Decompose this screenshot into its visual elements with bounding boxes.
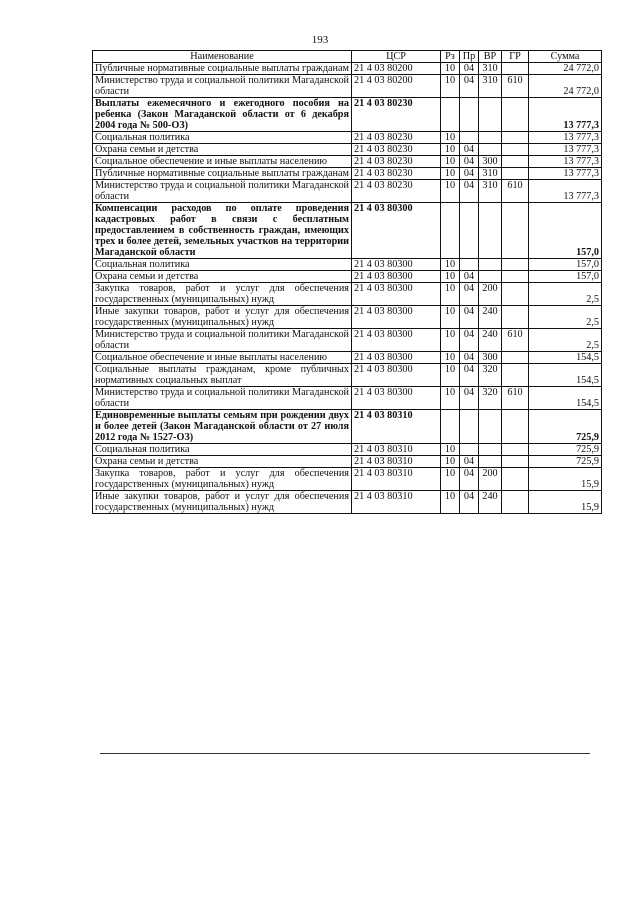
cell-csr: 21 4 03 80300 <box>352 283 441 306</box>
cell-sum: 157,0 <box>529 203 602 259</box>
cell-pr: 04 <box>460 306 479 329</box>
header-rz: Рз <box>441 51 460 63</box>
cell-name: Министерство труда и социальной политики Магаданской области <box>93 387 352 410</box>
cell-csr: 21 4 03 80230 <box>352 144 441 156</box>
cell-csr: 21 4 03 80300 <box>352 387 441 410</box>
cell-rz: 10 <box>441 352 460 364</box>
cell-csr: 21 4 03 80230 <box>352 180 441 203</box>
cell-sum: 15,9 <box>529 468 602 491</box>
cell-gr <box>502 203 529 259</box>
cell-csr: 21 4 03 80230 <box>352 98 441 132</box>
cell-name: Компенсации расходов по оплате проведения кадастровых работ в связи с бесплатным предоставлением в собственность граждан, имеющих трех и более детей, земельных участков на территории Магаданской области <box>93 203 352 259</box>
cell-sum: 725,9 <box>529 444 602 456</box>
cell-vr: 310 <box>479 75 502 98</box>
cell-pr: 04 <box>460 63 479 75</box>
cell-gr <box>502 144 529 156</box>
cell-sum: 13 777,3 <box>529 180 602 203</box>
cell-name: Иные закупки товаров, работ и услуг для обеспечения государственных (муниципальных) нужд <box>93 491 352 514</box>
cell-pr <box>460 98 479 132</box>
cell-csr: 21 4 03 80310 <box>352 410 441 444</box>
cell-rz: 10 <box>441 259 460 271</box>
cell-csr: 21 4 03 80300 <box>352 271 441 283</box>
cell-pr: 04 <box>460 144 479 156</box>
cell-sum: 154,5 <box>529 364 602 387</box>
cell-name: Министерство труда и социальной политики Магаданской области <box>93 75 352 98</box>
cell-gr <box>502 168 529 180</box>
header-sum: Сумма <box>529 51 602 63</box>
cell-name: Единовременные выплаты семьям при рождении двух и более детей (Закон Магаданской области от 27 июля 2012 года № 1527-ОЗ) <box>93 410 352 444</box>
cell-rz <box>441 410 460 444</box>
cell-sum: 13 777,3 <box>529 156 602 168</box>
cell-sum: 154,5 <box>529 352 602 364</box>
cell-vr <box>479 444 502 456</box>
cell-pr: 04 <box>460 180 479 203</box>
cell-pr: 04 <box>460 271 479 283</box>
cell-gr <box>502 456 529 468</box>
cell-rz: 10 <box>441 387 460 410</box>
cell-name: Иные закупки товаров, работ и услуг для обеспечения государственных (муниципальных) нужд <box>93 306 352 329</box>
cell-pr: 04 <box>460 387 479 410</box>
header-csr: ЦСР <box>352 51 441 63</box>
cell-pr <box>460 203 479 259</box>
cell-pr <box>460 444 479 456</box>
cell-csr: 21 4 03 80300 <box>352 364 441 387</box>
cell-vr <box>479 98 502 132</box>
bottom-rule <box>100 753 590 754</box>
header-gr: ГР <box>502 51 529 63</box>
cell-csr: 21 4 03 80300 <box>352 203 441 259</box>
table-row <box>93 75 602 98</box>
table-row <box>93 444 602 456</box>
cell-sum: 725,9 <box>529 410 602 444</box>
cell-pr: 04 <box>460 456 479 468</box>
cell-sum: 725,9 <box>529 456 602 468</box>
table-row <box>93 329 602 352</box>
cell-sum: 13 777,3 <box>529 132 602 144</box>
table-row <box>93 456 602 468</box>
table-row <box>93 180 602 203</box>
cell-vr: 310 <box>479 168 502 180</box>
cell-csr: 21 4 03 80200 <box>352 75 441 98</box>
cell-pr: 04 <box>460 283 479 306</box>
cell-gr <box>502 63 529 75</box>
cell-sum: 157,0 <box>529 271 602 283</box>
cell-rz: 10 <box>441 468 460 491</box>
table-row <box>93 132 602 144</box>
cell-vr: 320 <box>479 364 502 387</box>
cell-vr <box>479 144 502 156</box>
cell-rz: 10 <box>441 364 460 387</box>
table-row <box>93 144 602 156</box>
page-number: 193 <box>311 34 329 46</box>
cell-rz: 10 <box>441 444 460 456</box>
cell-name: Охрана семьи и детства <box>93 271 352 283</box>
cell-vr: 300 <box>479 352 502 364</box>
cell-vr: 200 <box>479 468 502 491</box>
cell-rz: 10 <box>441 168 460 180</box>
cell-name: Министерство труда и социальной политики Магаданской области <box>93 329 352 352</box>
cell-pr: 04 <box>460 352 479 364</box>
cell-gr: 610 <box>502 75 529 98</box>
cell-rz: 10 <box>441 132 460 144</box>
cell-sum: 154,5 <box>529 387 602 410</box>
cell-name: Социальное обеспечение и иные выплаты населению <box>93 352 352 364</box>
table-body <box>93 63 602 514</box>
cell-gr <box>502 306 529 329</box>
cell-sum: 157,0 <box>529 259 602 271</box>
cell-pr: 04 <box>460 156 479 168</box>
cell-gr <box>502 491 529 514</box>
cell-csr: 21 4 03 80200 <box>352 63 441 75</box>
cell-name: Выплаты ежемесячного и ежегодного пособия на ребенка (Закон Магаданской области от 6 декабря 2004 года № 500-ОЗ) <box>93 98 352 132</box>
cell-gr <box>502 132 529 144</box>
cell-rz <box>441 203 460 259</box>
cell-gr <box>502 468 529 491</box>
cell-vr <box>479 203 502 259</box>
cell-sum: 15,9 <box>529 491 602 514</box>
cell-sum: 2,5 <box>529 329 602 352</box>
cell-vr: 240 <box>479 329 502 352</box>
cell-rz: 10 <box>441 75 460 98</box>
cell-gr: 610 <box>502 387 529 410</box>
header-pr: Пр <box>460 51 479 63</box>
cell-csr: 21 4 03 80310 <box>352 444 441 456</box>
cell-csr: 21 4 03 80310 <box>352 491 441 514</box>
table-row <box>93 468 602 491</box>
cell-vr: 310 <box>479 63 502 75</box>
cell-name: Охрана семьи и детства <box>93 144 352 156</box>
cell-rz: 10 <box>441 283 460 306</box>
cell-name: Закупка товаров, работ и услуг для обеспечения государственных (муниципальных) нужд <box>93 283 352 306</box>
cell-sum: 13 777,3 <box>529 144 602 156</box>
cell-name: Закупка товаров, работ и услуг для обеспечения государственных (муниципальных) нужд <box>93 468 352 491</box>
table-row <box>93 168 602 180</box>
cell-pr: 04 <box>460 168 479 180</box>
table-row <box>93 491 602 514</box>
cell-gr <box>502 410 529 444</box>
cell-name: Социальные выплаты гражданам, кроме публичных нормативных социальных выплат <box>93 364 352 387</box>
cell-name: Охрана семьи и детства <box>93 456 352 468</box>
table-row <box>93 364 602 387</box>
budget-table <box>92 50 602 514</box>
cell-pr <box>460 410 479 444</box>
cell-vr <box>479 259 502 271</box>
cell-rz: 10 <box>441 491 460 514</box>
cell-vr <box>479 271 502 283</box>
cell-name: Министерство труда и социальной политики Магаданской области <box>93 180 352 203</box>
table-row <box>93 259 602 271</box>
table-row <box>93 352 602 364</box>
cell-name: Социальная политика <box>93 132 352 144</box>
cell-name: Социальная политика <box>93 259 352 271</box>
cell-gr <box>502 283 529 306</box>
table-row <box>93 203 602 259</box>
cell-csr: 21 4 03 80230 <box>352 156 441 168</box>
table-header-row <box>93 51 602 63</box>
cell-pr: 04 <box>460 364 479 387</box>
table-row <box>93 410 602 444</box>
cell-name: Публичные нормативные социальные выплаты гражданам <box>93 168 352 180</box>
cell-vr: 200 <box>479 283 502 306</box>
cell-rz: 10 <box>441 144 460 156</box>
cell-pr: 04 <box>460 75 479 98</box>
table-row <box>93 63 602 75</box>
cell-csr: 21 4 03 80310 <box>352 456 441 468</box>
cell-vr <box>479 410 502 444</box>
cell-rz: 10 <box>441 271 460 283</box>
cell-name: Публичные нормативные социальные выплаты гражданам <box>93 63 352 75</box>
cell-vr: 240 <box>479 306 502 329</box>
cell-rz: 10 <box>441 180 460 203</box>
cell-pr: 04 <box>460 491 479 514</box>
cell-pr: 04 <box>460 329 479 352</box>
cell-csr: 21 4 03 80230 <box>352 132 441 144</box>
cell-csr: 21 4 03 80310 <box>352 468 441 491</box>
cell-sum: 24 772,0 <box>529 75 602 98</box>
cell-rz: 10 <box>441 456 460 468</box>
cell-vr: 300 <box>479 156 502 168</box>
cell-vr: 320 <box>479 387 502 410</box>
cell-pr <box>460 259 479 271</box>
cell-gr: 610 <box>502 180 529 203</box>
cell-sum: 24 772,0 <box>529 63 602 75</box>
table-row <box>93 156 602 168</box>
cell-rz <box>441 98 460 132</box>
cell-csr: 21 4 03 80300 <box>352 352 441 364</box>
cell-csr: 21 4 03 80300 <box>352 306 441 329</box>
cell-csr: 21 4 03 80300 <box>352 259 441 271</box>
cell-gr: 610 <box>502 329 529 352</box>
cell-sum: 2,5 <box>529 306 602 329</box>
table-row <box>93 306 602 329</box>
cell-rz: 10 <box>441 63 460 75</box>
cell-gr <box>502 98 529 132</box>
cell-sum: 13 777,3 <box>529 168 602 180</box>
cell-csr: 21 4 03 80230 <box>352 168 441 180</box>
table-row <box>93 271 602 283</box>
cell-vr <box>479 132 502 144</box>
header-vr: ВР <box>479 51 502 63</box>
cell-gr <box>502 259 529 271</box>
cell-rz: 10 <box>441 329 460 352</box>
cell-vr: 310 <box>479 180 502 203</box>
cell-vr <box>479 456 502 468</box>
table-row <box>93 387 602 410</box>
header-name: Наименование <box>93 51 352 63</box>
cell-pr <box>460 132 479 144</box>
table-row <box>93 98 602 132</box>
cell-csr: 21 4 03 80300 <box>352 329 441 352</box>
table-row <box>93 283 602 306</box>
cell-rz: 10 <box>441 156 460 168</box>
cell-sum: 2,5 <box>529 283 602 306</box>
cell-vr: 240 <box>479 491 502 514</box>
cell-gr <box>502 444 529 456</box>
cell-gr <box>502 271 529 283</box>
cell-gr <box>502 156 529 168</box>
cell-gr <box>502 364 529 387</box>
cell-name: Социальное обеспечение и иные выплаты населению <box>93 156 352 168</box>
cell-name: Социальная политика <box>93 444 352 456</box>
cell-rz: 10 <box>441 306 460 329</box>
cell-pr: 04 <box>460 468 479 491</box>
cell-sum: 13 777,3 <box>529 98 602 132</box>
cell-gr <box>502 352 529 364</box>
